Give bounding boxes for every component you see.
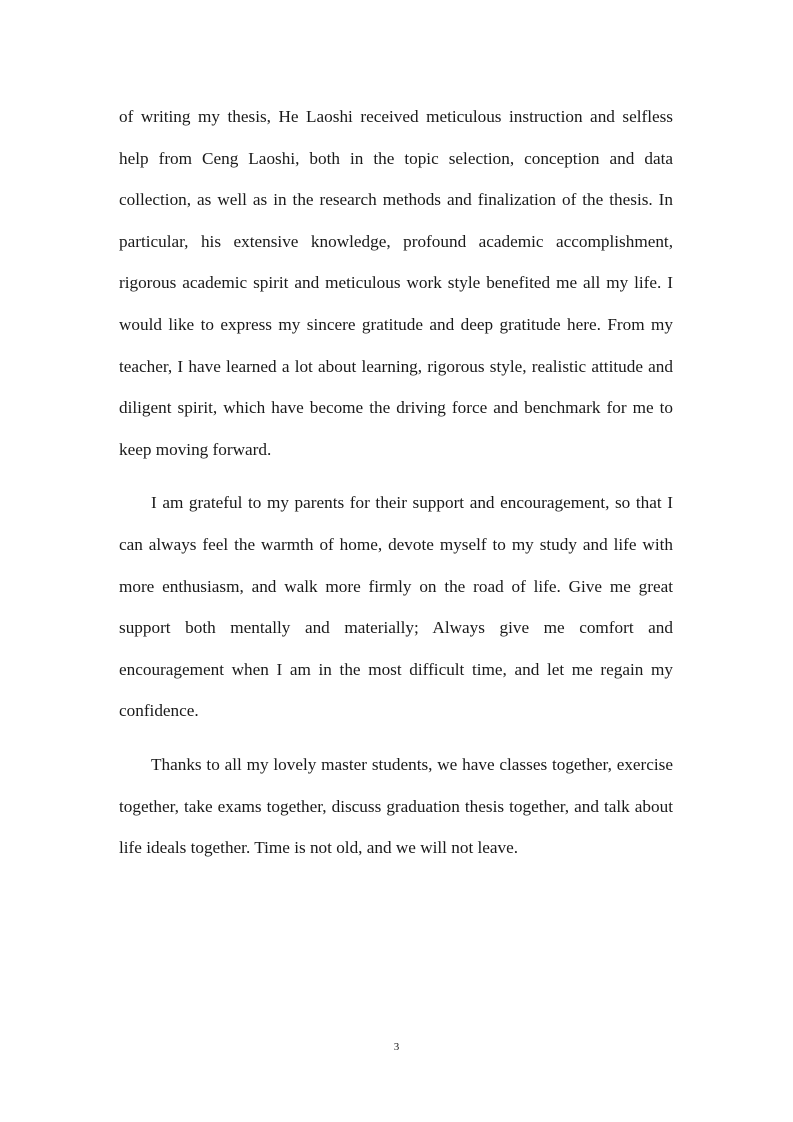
paragraph-classmates: Thanks to all my lovely master students, we have classes together, exercise together, take exams together, discuss graduation thesis together, and talk about life ideals together. Time is not old, and we will not leave. (119, 754, 673, 858)
paragraph-parents: I am grateful to my parents for their support and encouragement, so that I can always feel the warmth of home, devote myself to my study and life with more enthusiasm, and walk more firmly on the road of life. Give me great support both mentally and materially; Always give me comfort and encouragement when I am in the most difficult time, and let me regain my confidence. (119, 493, 673, 721)
page-number: 3 (393, 1041, 400, 1053)
body-text (119, 96, 673, 869)
paragraph-continued: of writing my thesis, He Laoshi received meticulous instruction and selfless help from Ceng Laoshi, both in the topic selection, conception and data collection, as well as in the research methods and finalization of the thesis. In particular, his extensive knowledge, profound academic accomplishment, rigorous academic spirit and meticulous work style benefited me all my life. I would like to express my sincere gratitude and deep gratitude here. From my teacher, I have learned a lot about learning, rigorous style, realistic attitude and diligent spirit, which have become the driving force and benchmark for me to keep moving forward. (119, 107, 673, 459)
